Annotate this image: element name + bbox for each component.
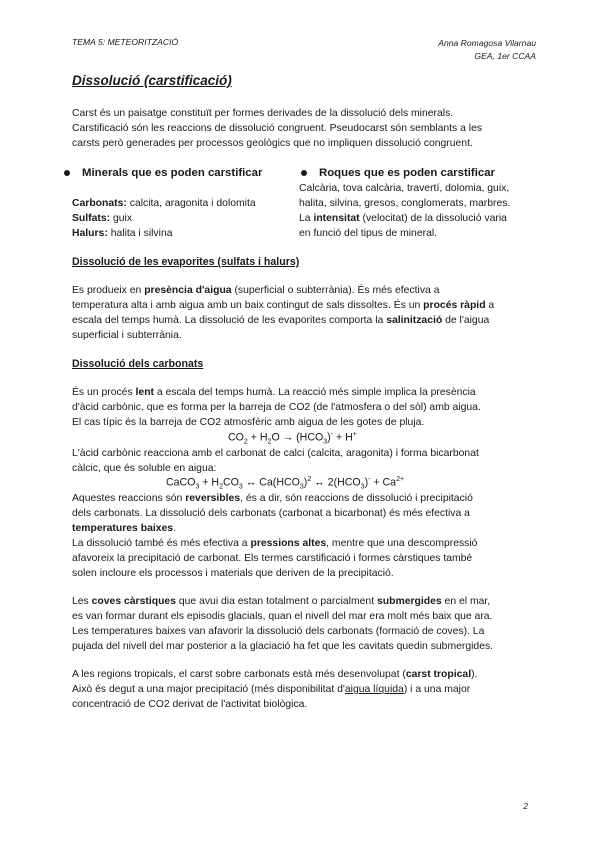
- formula-bicarbonate: CaCO$_3$ + $H_2CO_3$ ↔ $Ca(HCO_3)^2$ ↔ $2(HCO_3)^- + Ca^{2+}$: [166, 476, 405, 491]
- roques-line: La intensitat (velocitat) de la dissolució varia: [299, 213, 507, 224]
- evaporites-heading: Dissolució de les evaporites (sulfats i halurs): [72, 256, 300, 268]
- intro-line: carsts però generades per processos geològics que no impliquen dissolució congruent.: [72, 138, 473, 149]
- carbonats-heading: Dissolució dels carbonats: [72, 358, 204, 370]
- intro-paragraph: [72, 106, 532, 151]
- header-author: [438, 37, 536, 62]
- roques-line: halita, silvina, gresos, conglomerats, marbres.: [299, 198, 511, 209]
- intro-line: Carst és un paisatge constituït per formes derivades de la dissolució dels minerals.: [72, 108, 454, 119]
- carbonats-paragraph-1: És un procés lent a escala del temps humà. La reacció més simple implica la presència d'àcid carbònic, que es forma per la barreja de CO2 (de l'atmosfera o del sòl) amb aigua. El cas típic és la barreja de CO2 atmosfèric amb aigua de les gotes de pluja.: [72, 387, 481, 428]
- bullet-icon: [301, 170, 307, 176]
- roques-heading-text: Roques que es poden carstificar: [319, 166, 495, 179]
- header-chapter: TEMA 5: METEORITZACIÓ: [72, 37, 179, 47]
- header-course: GEA, 1er CCAA: [474, 50, 536, 61]
- page-number: 2: [523, 801, 528, 811]
- roques-column: [299, 165, 531, 241]
- mineral-item: Sulfats: guix: [72, 213, 133, 224]
- evaporites-paragraph: Es produeix en presència d'aigua (superficial o subterrània). És més efectiva a temperatura alta i amb aigua amb un baix contingut de sals dissoltes. És un procés ràpid a escala del temps humà. La dissolució de les evaporites comporta la salinització de l'aigua superficial i subterrània.: [72, 285, 495, 341]
- roques-line: en funció del tipus de mineral.: [299, 228, 438, 239]
- carbonats-paragraph-2: L'àcid carbònic reacciona amb el carbonat de calci (calcita, aragonita) i forma bicarbonat càlcic, que és soluble en aigua:: [72, 448, 479, 474]
- minerals-heading: [62, 165, 294, 181]
- coves-paragraph: Les coves càrstiques que avui dia estan totalment o parcialment submergides en el mar, es van formar durant els episodis glacials, quan el nivell del mar era molt més baix que ara. Les temperatures baixes van afavorir la dissolució dels carbonats (formació de coves). La pujada del nivell del mar posterior a la glaciació ha fet que les cavitats quedin submergides.: [72, 596, 494, 652]
- mineral-item: Carbonats: calcita, aragonita i dolomita: [72, 198, 256, 209]
- header-author-name: Anna Romagosa Vilarnau: [438, 38, 536, 48]
- roques-line: Calcària, tova calcària, travertí, dolomia, guix,: [299, 183, 510, 194]
- minerals-heading-text: Minerals que es poden carstificar: [82, 166, 263, 179]
- carbonats-paragraph-3: Aquestes reaccions són reversibles, és a dir, són reaccions de dissolució i precipitació dels carbonats. La dissolució dels carbonats (carbonat a bicarbonat) és més efectiva a temperatures baixes. La dissolució també és més efectiva a pressions altes, mentre que una descompressió afavoreix la precipitació de carbonat. Els termes carstificació i formes càrstiques també solen incloure els processos i materials que deriven de la precipitació.: [72, 493, 478, 579]
- page-title: Dissolució (carstificació): [72, 73, 232, 88]
- tropical-paragraph: A les regions tropicals, el carst sobre carbonats està més desenvolupat (carst tropical). Això és degut a una major precipitació (més disponibilitat d'aigua líquida) i a una major concentració de CO2 derivat de l'activitat biològica.: [72, 669, 478, 710]
- minerals-column: [62, 165, 294, 241]
- bullet-icon: [64, 170, 70, 176]
- formula-carbonic-acid: $CO_2 + H_2O \to (HCO_3)^- + H^+$: [228, 431, 357, 446]
- intro-line: Carstificació són les reaccions de dissolució congruent. Pseudocarst són semblants a les: [72, 123, 483, 134]
- roques-heading: [299, 165, 531, 181]
- mineral-item: Halurs: halita i silvina: [72, 228, 173, 239]
